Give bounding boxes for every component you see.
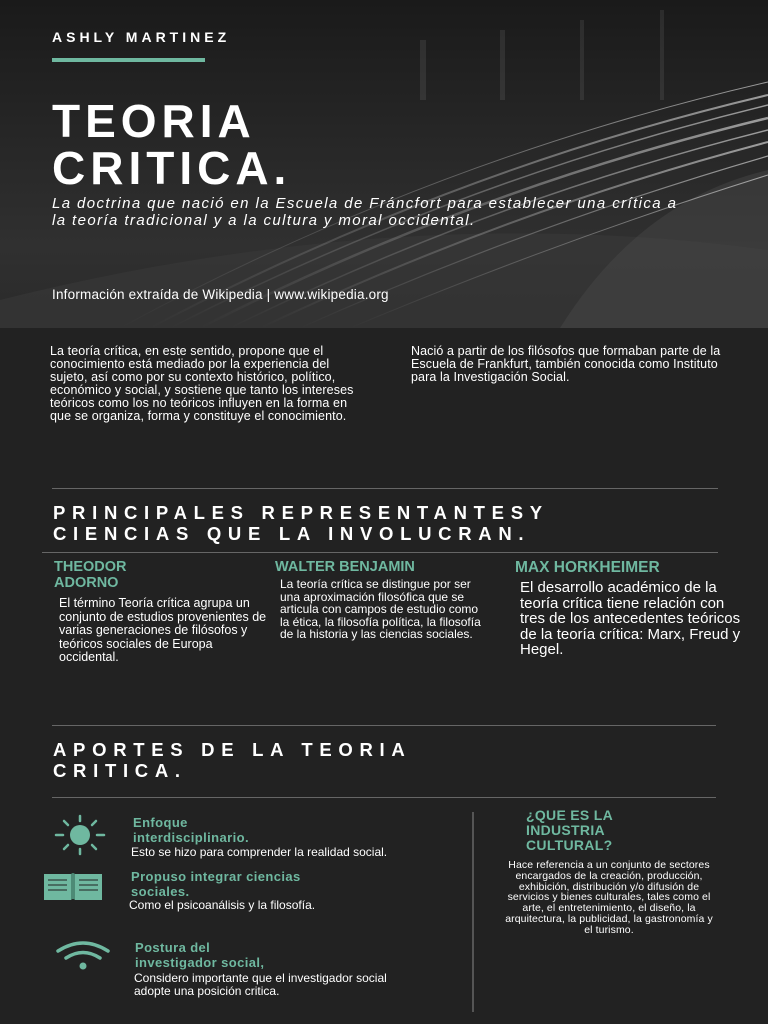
divider-2 (42, 552, 718, 553)
representative-name-horkheimer: MAX HORKHEIMER (515, 559, 660, 576)
representative-name-adorno (54, 560, 127, 591)
representative-name-benjamin: WALTER BENJAMIN (275, 559, 415, 575)
representatives-heading (53, 502, 549, 544)
industria-cultural-heading (526, 808, 613, 853)
page-title (52, 95, 292, 194)
aporte-title-3 (135, 940, 264, 970)
divider-3 (52, 725, 716, 726)
source-credit: Información extraída de Wikipedia | www.wikipedia.org (52, 287, 389, 302)
industria-cultural-text: Hace referencia a un conjunto de sectores encargados de la creación, producción, exhibición, distribución y/o difusión de servicios y bienes culturales, tales como el arte, el entretenimiento, el diseño, la arquitectura, la publicidad, la gastronomía y el turismo. (505, 859, 713, 936)
book-icon (42, 871, 104, 901)
title-line: sociales. (131, 884, 190, 899)
aporte-title-1 (133, 815, 249, 845)
name-line: THEODOR (54, 559, 127, 575)
aporte-text-3: Considero importante que el investigador social adopte una posición critica. (134, 971, 387, 998)
subtitle: La doctrina que nació en la Escuela de Fráncfort para establecer una crítica a la teoría tradicional y a la cultura y moral occidental. (52, 195, 678, 229)
hero-banner (0, 0, 768, 328)
title-line-2: CRITICA. (52, 142, 292, 194)
author-underline (52, 58, 205, 62)
representative-text-horkheimer: El desarrollo académico de la teoría crítica tiene relación con tres de los antecedentes teóricos de la teoría crítica: Marx, Freud y Hegel. (520, 579, 741, 659)
title-line: Propuso integrar ciencias (131, 869, 301, 884)
title-line: Postura del (135, 940, 211, 955)
title-line-1: TEORIA (52, 95, 256, 147)
representatives-heading-line-1: PRINCIPALES REPRESENTANTESY (53, 502, 549, 523)
heading-line: CULTURAL? (526, 837, 613, 853)
intro-left-paragraph: La teoría crítica, en este sentido, propone que el conocimiento está mediado por la experiencia del sujeto, así como por su contexto histórico, político, económico y social, y sostiene que tanto los intereses teóricos como los no teóricos influyen en la forma en que se organiza, forma y constituye el conocimiento. (50, 344, 354, 423)
aporte-title-2 (131, 869, 301, 899)
representatives-heading-line-2: CIENCIAS QUE LA INVOLUCRAN. (53, 523, 531, 544)
sun-icon (50, 814, 110, 856)
vertical-divider (472, 812, 474, 1012)
aportes-heading-line-2: CRITICA. (53, 760, 187, 781)
title-line: investigador social, (135, 955, 265, 970)
divider-4 (52, 797, 716, 798)
title-line: interdisciplinario. (133, 830, 249, 845)
aportes-heading (53, 739, 411, 781)
divider-1 (52, 488, 718, 489)
aportes-heading-line-1: APORTES DE LA TEORIA (53, 739, 412, 760)
heading-line: INDUSTRIA (526, 822, 605, 838)
aporte-text-2: Como el psicoanálisis y la filosofía. (129, 898, 316, 912)
representative-text-adorno: El término Teoría crítica agrupa un conjunto de estudios provenientes de varias generaciones de filósofos y teóricos sociales de Europa occidental. (59, 596, 267, 664)
representative-text-benjamin: La teoría crítica se distingue por ser una aproximación filosófica que se articula con campos de estudio como la ética, la filosofía política, la filosofía de la historia y las ciencias sociales. (280, 577, 481, 641)
intro-right-paragraph: Nació a partir de los filósofos que formaban parte de la Escuela de Frankfurt, también conocida como Instituto para la Investigación Social. (411, 344, 721, 384)
wifi-icon (55, 941, 115, 971)
heading-line: ¿QUE ES LA (526, 807, 614, 823)
aporte-text-1: Esto se hizo para comprender la realidad social. (131, 845, 388, 859)
title-line: Enfoque (133, 815, 188, 830)
author-name: ASHLY MARTINEZ (52, 29, 231, 45)
name-line: ADORNO (54, 574, 119, 591)
